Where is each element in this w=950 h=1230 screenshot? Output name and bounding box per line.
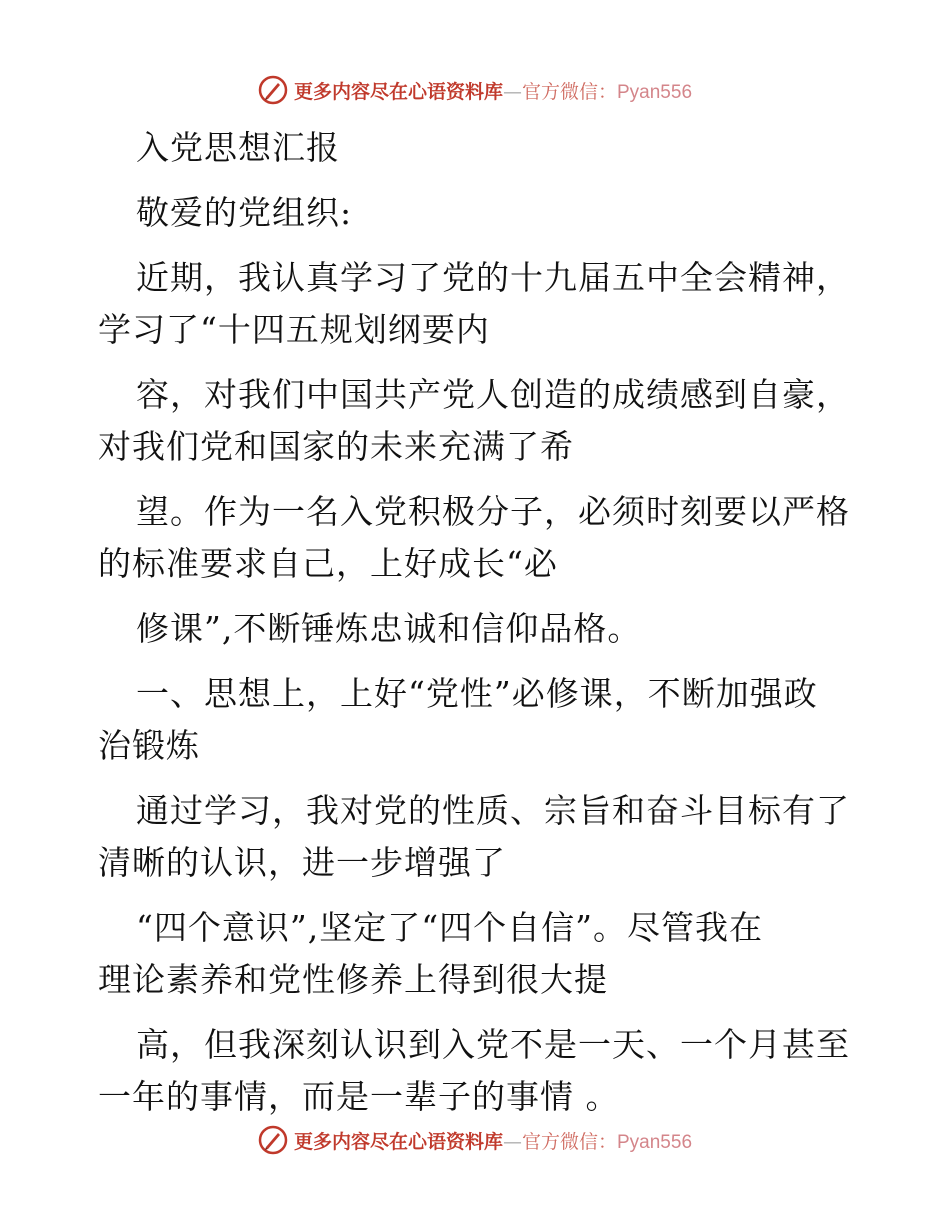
watermark-dash: — bbox=[502, 1130, 522, 1153]
salutation: 敬爱的党组织: bbox=[136, 193, 353, 232]
paragraph-line: 理论素养和党性修养上得到很大提 bbox=[98, 960, 608, 999]
watermark-text bbox=[294, 77, 692, 104]
paragraph-line: 对我们党和国家的未来充满了希 bbox=[98, 427, 574, 466]
watermark-dash: — bbox=[502, 80, 522, 103]
footer-watermark bbox=[0, 1120, 950, 1160]
watermark-sub: 官方微信： bbox=[521, 1130, 617, 1153]
watermark-main: 更多内容尽在心语资料库 bbox=[293, 1130, 503, 1153]
paragraph-line: 修课”,不断锤炼忠诚和信仰品格。 bbox=[136, 609, 642, 648]
watermark-main: 更多内容尽在心语资料库 bbox=[293, 80, 503, 103]
watermark-group bbox=[258, 1125, 692, 1155]
header-watermark bbox=[0, 70, 950, 110]
paragraph-line: 望。作为一名入党积极分子，必须时刻要以严格 bbox=[136, 492, 850, 531]
paragraph-line: 清晰的认识，进一步增强了 bbox=[98, 843, 506, 882]
watermark-sub: 官方微信： bbox=[521, 80, 617, 103]
paragraph-line: 近期，我认真学习了党的十九届五中全会精神， bbox=[136, 258, 850, 297]
paragraph-line: 容，对我们中国共产党人创造的成绩感到自豪， bbox=[136, 375, 850, 414]
paragraph-line: 学习了“十四五规划纲要内 bbox=[98, 310, 490, 349]
paragraph-line: 一年的事情，而是一辈子的事情 。 bbox=[98, 1077, 620, 1116]
doc-title: 入党思想汇报 bbox=[136, 128, 340, 167]
paragraph-line: 高，但我深刻认识到入党不是一天、一个月甚至 bbox=[136, 1025, 850, 1064]
watermark-id: Pyan556 bbox=[617, 81, 693, 103]
paragraph-line: 的标准要求自己，上好成长“必 bbox=[98, 544, 558, 583]
watermark-group bbox=[258, 75, 692, 105]
quill-logo-icon bbox=[258, 1125, 288, 1155]
watermark-id: Pyan556 bbox=[617, 1131, 693, 1153]
section-heading-cont: 治锻炼 bbox=[98, 726, 200, 765]
document-body bbox=[98, 122, 858, 1123]
quill-logo-icon bbox=[258, 75, 288, 105]
paragraph-line: “四个意识”,坚定了“四个自信”。尽管我在 bbox=[136, 908, 763, 947]
paragraph-line: 通过学习，我对党的性质、宗旨和奋斗目标有了 bbox=[136, 791, 850, 830]
watermark-text bbox=[294, 1127, 692, 1154]
section-heading: 一、思想上，上好“党性”必修课，不断加强政 bbox=[136, 674, 818, 713]
